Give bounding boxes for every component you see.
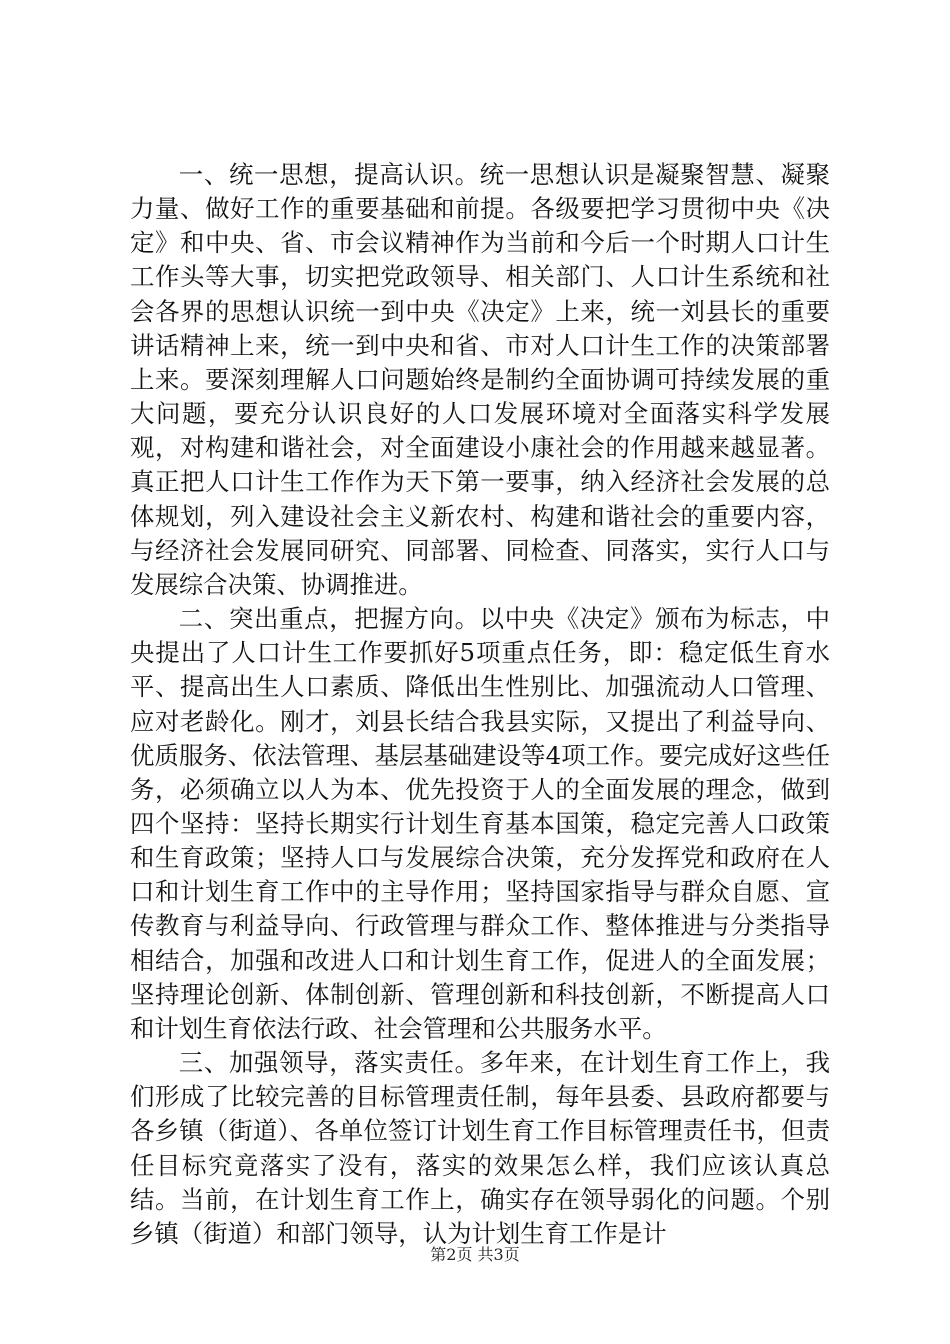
page-footer: 第2页 共3页 <box>430 1245 520 1264</box>
document-body <box>130 158 830 1251</box>
paragraph-1: 一、统一思想，提高认识。统一思想认识是凝聚智慧、凝聚力量、做好工作的重要基础和前提。各级要把学习贯彻中央《决定》和中央、省、市会议精神作为当前和今后一个时期人口计生工作头等大事，切实把党政领导、相关部门、人口计生系统和社会各界的思想认识统一到中央《决定》上来，统一刘县长的重要讲话精神上来，统一到中央和省、市对人口计生工作的决策部署上来。要深刻理解人口问题始终是制约全面协调可持续发展的重大问题，要充分认识良好的人口发展环境对全面落实科学发展观，对构建和谐社会，对全面建设小康社会的作用越来越显著。真正把人口计生工作作为天下第一要事，纳入经济社会发展的总体规划，列入建设社会主义新农村、构建和谐社会的重要内容，与经济社会发展同研究、同部署、同检查、同落实，实行人口与发展综合决策、协调推进。 <box>130 160 830 599</box>
paragraph-2: 二、突出重点，把握方向。以中央《决定》颁布为标志，中央提出了人口计生工作要抓好5项重点任务，即：稳定低生育水平、提高出生人口素质、降低出生性别比、加强流动人口管理、应对老龄化。刚才，刘县长结合我县实际，又提出了利益导向、优质服务、依法管理、基层基础建设等4项工作。要完成好这些任务，必须确立以人为本、优先投资于人的全面发展的理念，做到四个坚持：坚持长期实行计划生育基本国策，稳定完善人口政策和生育政策；坚持人口与发展综合决策，充分发挥党和政府在人口和计划生育工作中的主导作用；坚持国家指导与群众自愿、宣传教育与利益导向、行政管理与群众工作、整体推进与分类指导相结合，加强和改进人口和计划生育工作，促进人的全面发展；坚持理论创新、体制创新、管理创新和科技创新，不断提高人口和计划生育依法行政、社会管理和公共服务水平。 <box>130 604 830 1043</box>
paragraph-3: 三、加强领导，落实责任。多年来，在计划生育工作上，我们形成了比较完善的目标管理责任制，每年县委、县政府都要与各乡镇（街道）、各单位签订计划生育工作目标管理责任书，但责任目标究竟落实了没有，落实的效果怎么样，我们应该认真总结。当前，在计划生育工作上，确实存在领导弱化的问题。个别乡镇（街道）和部门领导，认为计划生育工作是计 <box>130 1048 830 1248</box>
